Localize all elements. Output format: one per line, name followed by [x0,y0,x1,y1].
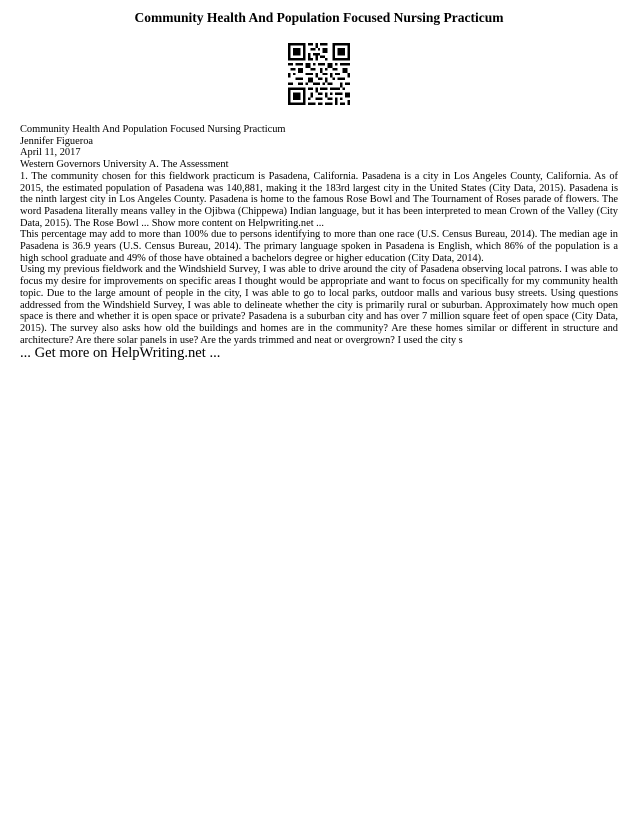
paragraph-2: This percentage may add to more than 100% due to persons identifying to more than one race (U.S. Census Bureau, 2014). The median age in Pasadena is 36.9 years (U.S. Census Bureau, 2014). The primary language spoken in Pasadena is English, which 86% of the population is a high school graduate and 49% of those have obtained a bachelors degree or higher education (City Data, 2014). [20,229,618,264]
paragraph-1: 1. The community chosen for this fieldwork practicum is Pasadena, California. Pasadena is a city in Los Angeles County, California. As of 2015, the estimated population of Pasadena was 140,881, making it the 183rd largest city in the United States (City Data, 2015). Pasadena is the ninth largest city in Los Angeles County. Pasadena is home to the famous Rose Bowl and The Tournament of Roses parade of flowers. The word Pasadena literally means valley in the Ojibwa (Chippewa) Indian language, but it has been interpreted to mean Crown of the Valley (City Data, 2015). The Rose Bowl ... Show more content on Helpwriting.net ... [20,170,618,229]
document-body [20,124,618,346]
header-line-date: April 11, 2017 [20,147,81,159]
qr-code-icon [288,43,350,105]
header-line-institution: Western Governors University A. The Assessment [20,159,229,171]
document-title: Community Health And Population Focused Nursing Practicum [134,10,504,25]
paragraph-3: Using my previous fieldwork and the Windshield Survey, I was able to drive around the city of Pasadena observing local patrons. I was able to focus my desire for improvements on specific areas I thought would be appropriate and want to focus on specifically for my community health topic. Due to the large amount of people in the city, I was able to go to local parks, outdoor malls and various busy streets. Using questions addressed from the Windshield Survey, I was able to delineate whether the city is primarily rural or suburban. Approximately how much open space is there and whether it is open space or private? Pasadena is a suburban city and has over 7 million square feet of open space (City Data, 2015). The survey also asks how old the buildings and homes are in the community? Are these homes similar or different in structure and architecture? Are there solar panels in use? Are the yards trimmed and neat or overgrown? I used the city s [20,264,618,346]
get-more-link[interactable]: ... Get more on HelpWriting.net ... [20,345,221,361]
header-line-title: Community Health And Population Focused Nursing Practicum [20,124,286,135]
header-line-author: Jennifer Figueroa [20,135,93,147]
